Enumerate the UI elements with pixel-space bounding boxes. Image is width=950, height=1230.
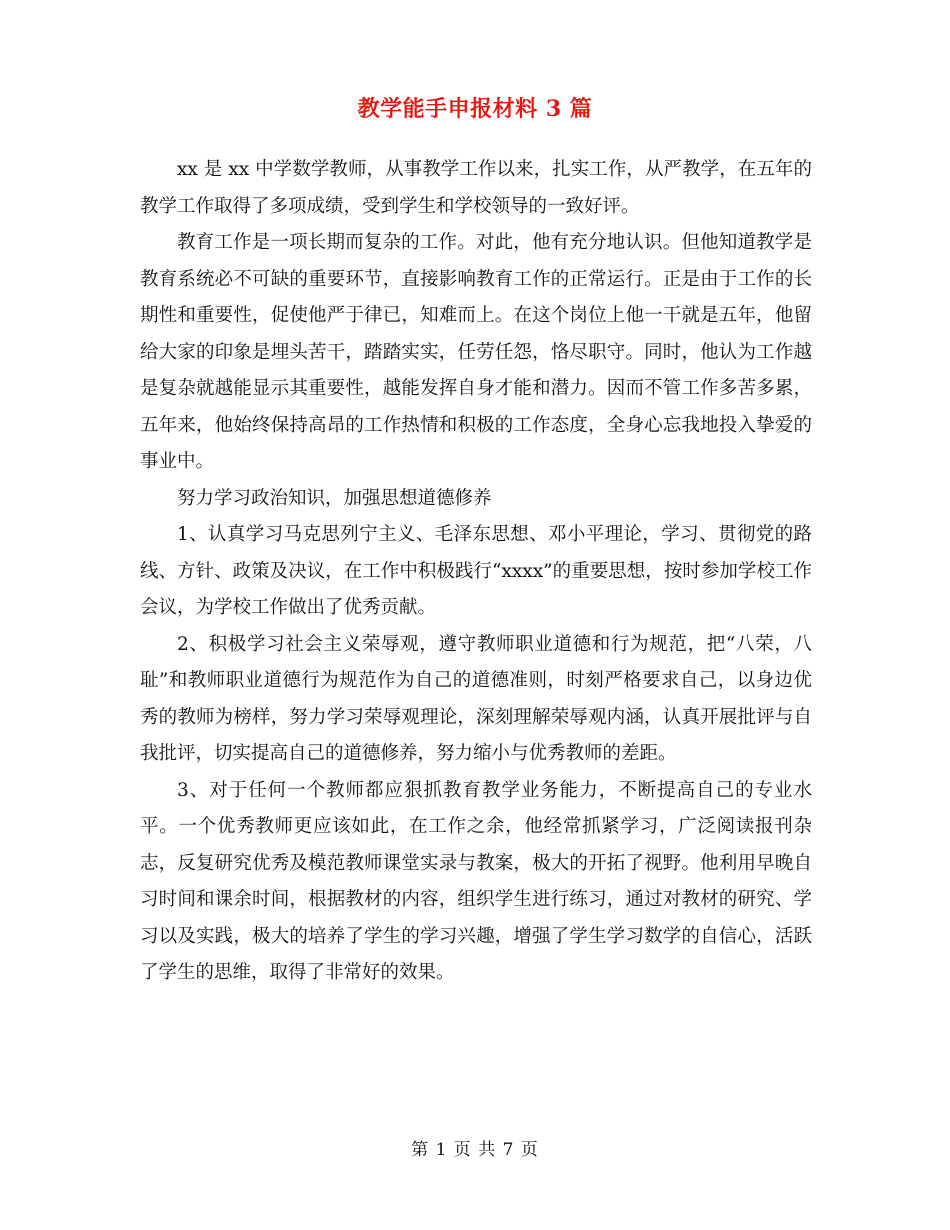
- paragraph-work-attitude: 教育工作是一项长期而复杂的工作。对此，他有充分地认识。但他知道教学是教育系统必不可缺的重要环节，直接影响教育工作的正常运行。正是由于工作的长期性和重要性，促使他严于律已，知难而上。在这个岗位上他一干就是五年，他留给大家的印象是埋头苦干，踏踏实实，任劳任怨，恪尽职守。同时，他认为工作越是复杂就越能显示其重要性，越能发挥自身才能和潜力。因而不管工作多苦多累，五年来，他始终保持高昂的工作热情和积极的工作态度，全身心忘我地投入挚爱的事业中。: [140, 232, 812, 472]
- paragraph-item-2: 2、积极学习社会主义荣辱观，遵守教师职业道德和行为规范，把“八荣，八耻”和教师职业道德行为规范作为自己的道德准则，时刻严格要求自己，以身边优秀的教师为榜样，努力学习荣辱观理论，深刻理解荣辱观内涵，认真开展批评与自我批评，切实提高自己的道德修养，努力缩小与优秀教师的差距。: [140, 633, 812, 764]
- paragraph-item-3: 3、对于任何一个教师都应狠抓教育教学业务能力，不断提高自己的专业水平。一个优秀教师更应该如此，在工作之余，他经常抓紧学习，广泛阅读报刊杂志，反复研究优秀及模范教师课堂实录与教案，极大的开拓了视野。他利用早晚自习时间和课余时间，根据教材的内容，组织学生进行练习，通过对教材的研究、学习以及实践，极大的培养了学生的学习兴趣，增强了学生学习数学的自信心，活跃了学生的思维，取得了非常好的效果。: [140, 779, 812, 983]
- document-body: [140, 152, 812, 992]
- section-heading: 努力学习政治知识，加强思想道德修养: [177, 487, 492, 509]
- document-title: 教学能手申报材料 3 篇: [357, 96, 593, 122]
- page-number-footer: 第 1 页 共 7 页: [411, 1140, 539, 1160]
- paragraph-item-1: 1、认真学习马克思列宁主义、毛泽东思想、邓小平理论，学习、贯彻党的路线、方针、政策及决议，在工作中积极践行“xxxx”的重要思想，按时参加学校工作会议，为学校工作做出了优秀贡献。: [140, 524, 812, 618]
- paragraph-intro: xx 是 xx 中学数学教师，从事教学工作以来，扎实工作，从严教学，在五年的教学工作取得了多项成绩，受到学生和学校领导的一致好评。: [140, 159, 812, 217]
